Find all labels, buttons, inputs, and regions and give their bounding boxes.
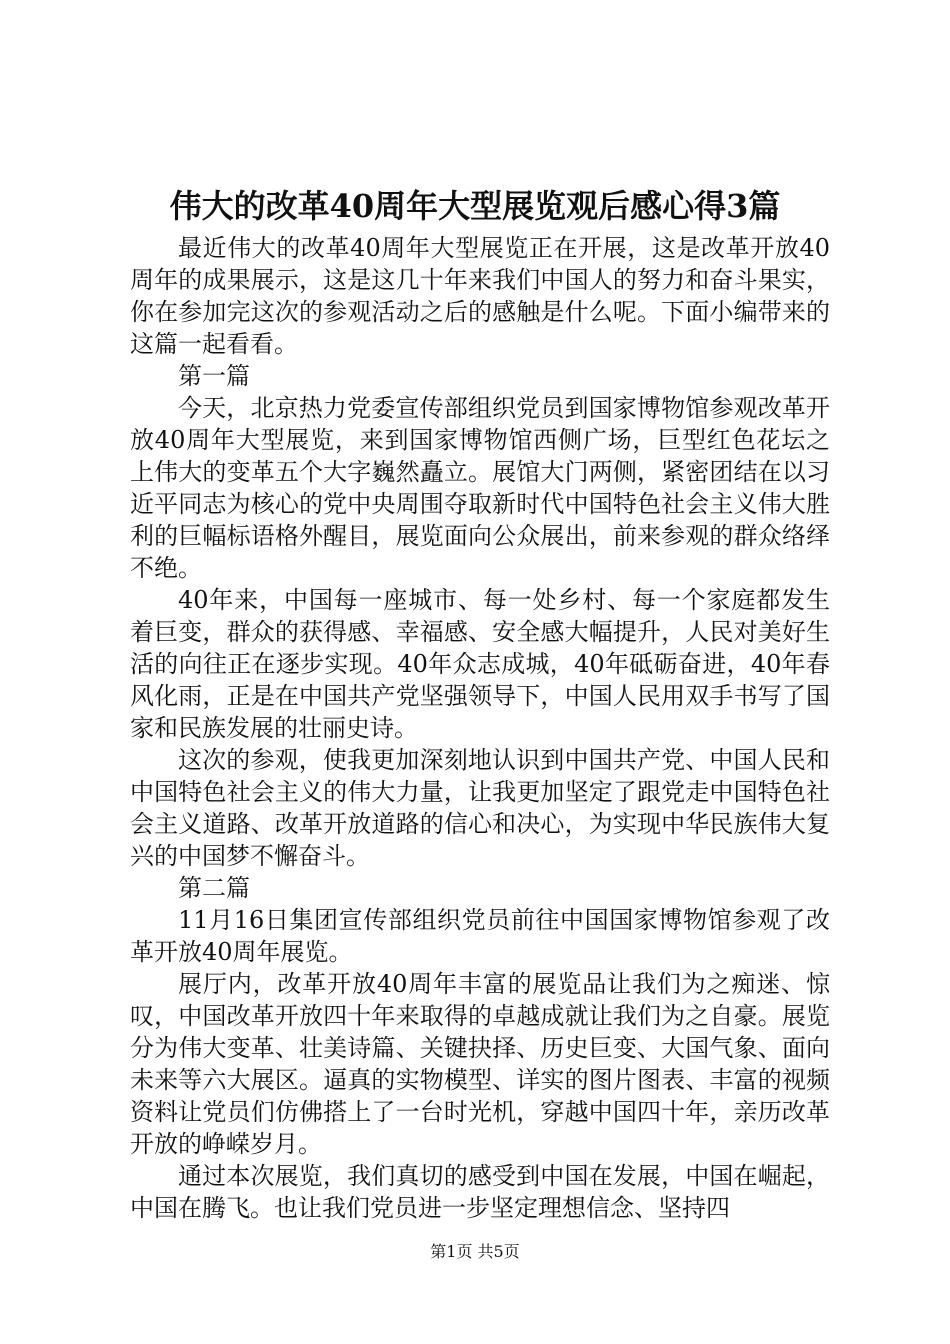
paragraph: 40年来，中国每一座城市、每一处乡村、每一个家庭都发生着巨变，群众的获得感、幸福感、安全感大幅提升，人民对美好生活的向往正在逐步实现。40年众志成城，40年砥砺奋进，40年春风化雨，正是在中国共产党坚强领导下，中国人民用双手书写了国家和民族发展的壮丽史诗。	[130, 586, 830, 742]
section-heading-2: 第二篇	[178, 874, 250, 902]
document-title: 伟大的改革40周年大型展览观后感心得3篇	[169, 187, 781, 225]
section-heading-1: 第一篇	[178, 362, 250, 390]
document-body	[130, 232, 830, 1224]
paragraph: 今天，北京热力党委宣传部组织党员到国家博物馆参观改革开放40周年大型展览，来到国家博物馆西侧广场，巨型红色花坛之上伟大的变革五个大字巍然矗立。展馆大门两侧，紧密团结在以习近平同志为核心的党中央周围夺取新时代中国特色社会主义伟大胜利的巨幅标语格外醒目，展览面向公众展出，前来参观的群众络绎不绝。	[130, 394, 830, 582]
paragraph: 展厅内，改革开放40周年丰富的展览品让我们为之痴迷、惊叹，中国改革开放四十年来取得的卓越成就让我们为之自豪。展览分为伟大变革、壮美诗篇、关键抉择、历史巨变、大国气象、面向未来等六大展区。逼真的实物模型、详实的图片图表、丰富的视频资料让党员们仿佛搭上了一台时光机，穿越中国四十年，亲历改革开放的峥嵘岁月。	[130, 970, 830, 1158]
page-footer: 第1页 共5页	[430, 1242, 520, 1261]
paragraph: 这次的参观，使我更加深刻地认识到中国共产党、中国人民和中国特色社会主义的伟大力量，让我更加坚定了跟党走中国特色社会主义道路、改革开放道路的信心和决心，为实现中华民族伟大复兴的中国梦不懈奋斗。	[130, 746, 830, 870]
paragraph: 11月16日集团宣传部组织党员前往中国国家博物馆参观了改革开放40周年展览。	[130, 906, 830, 966]
paragraph: 通过本次展览，我们真切的感受到中国在发展，中国在崛起，中国在腾飞。也让我们党员进一步坚定理想信念、坚持四	[130, 1162, 830, 1222]
paragraph-intro: 最近伟大的改革40周年大型展览正在开展，这是改革开放40周年的成果展示，这是这几十年来我们中国人的努力和奋斗果实，你在参加完这次的参观活动之后的感触是什么呢。下面小编带来的这篇一起看看。	[130, 234, 830, 358]
